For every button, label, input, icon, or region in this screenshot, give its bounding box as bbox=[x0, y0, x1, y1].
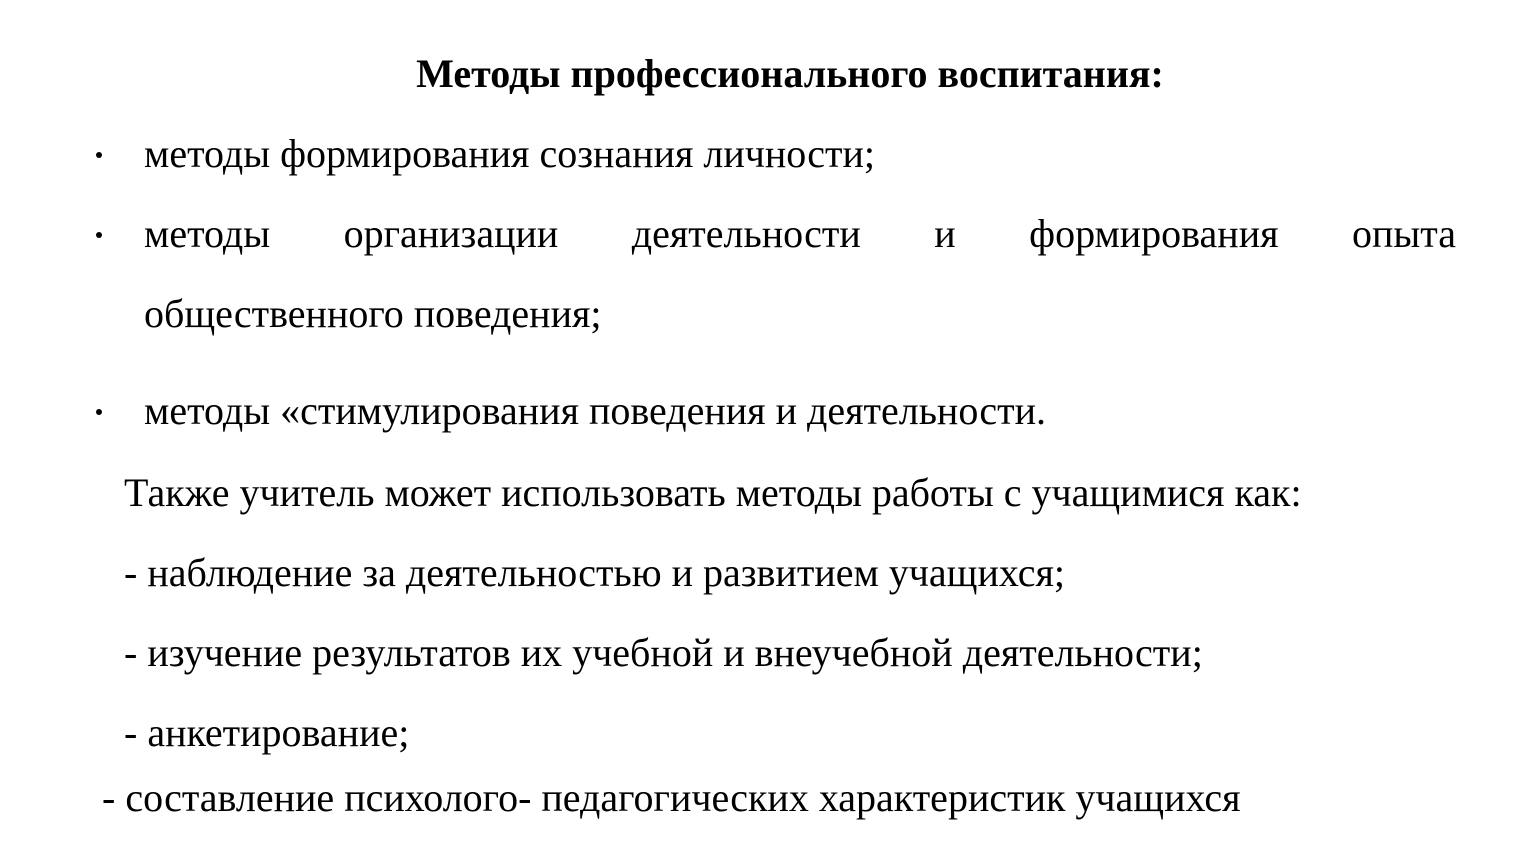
bullet-icon bbox=[96, 152, 102, 158]
bullet-icon bbox=[96, 409, 102, 415]
bullet-item-1 bbox=[96, 114, 1456, 194]
bullet-text-line-2: общественного поведения; bbox=[144, 291, 602, 336]
bullet-item-2 bbox=[96, 194, 1456, 354]
bullet-text-line-1: методы организации деятельности и формирования опыта bbox=[144, 211, 1456, 256]
bullet-text bbox=[144, 194, 1456, 354]
bullet-item-3 bbox=[96, 371, 1456, 451]
intro-text: Также учитель может использовать методы работы с учащимися как: bbox=[124, 470, 1302, 515]
bullet-text: методы «стимулирования поведения и деятельности. bbox=[144, 388, 1046, 433]
dash-item-3: - анкетирование; bbox=[124, 710, 410, 755]
dash-item-4: - составление психолого- педагогических характеристик учащихся bbox=[102, 775, 1241, 820]
dash-item-2: - изучение результатов их учебной и внеучебной деятельности; bbox=[124, 630, 1203, 675]
bullet-icon bbox=[96, 232, 102, 238]
bullet-text: методы формирования сознания личности; bbox=[144, 131, 876, 176]
dash-item-1: - наблюдение за деятельностью и развитием учащихся; bbox=[124, 550, 1065, 595]
slide-title: Методы профессионального воспитания: bbox=[416, 51, 1164, 96]
